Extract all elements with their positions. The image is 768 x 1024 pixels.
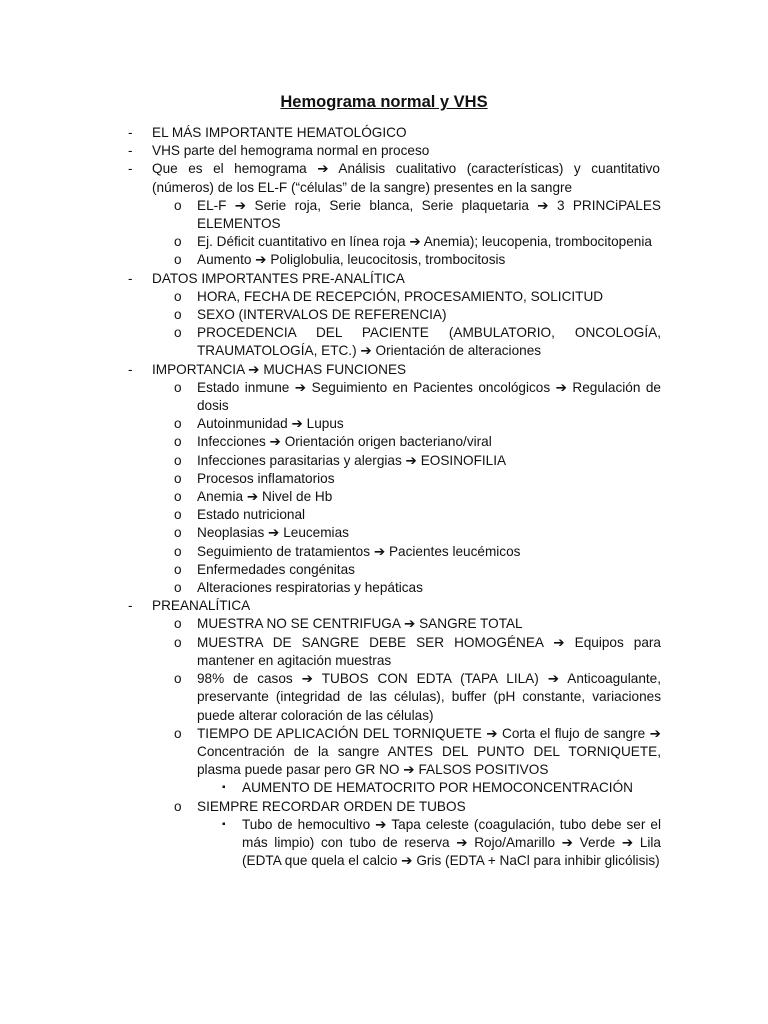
list-item-text: Ej. Déficit cuantitativo en línea roja ➔ Anemia); leucopenia, trombocitopenia: [197, 234, 652, 250]
bullet-marker: o: [174, 197, 182, 213]
list-item-level-1: [0, 597, 660, 615]
bullet-marker: o: [174, 634, 182, 650]
list-item-text: Autoinmunidad ➔ Lupus: [197, 416, 344, 432]
list-item-text: Neoplasias ➔ Leucemias: [197, 525, 349, 541]
list-item-text: Aumento ➔ Poliglobulia, leucocitosis, trombocitosis: [197, 252, 506, 268]
bullet-marker: ▪: [222, 782, 226, 794]
list-item-level-2: [0, 561, 661, 579]
bullet-marker: o: [174, 452, 182, 468]
list-item-text: TIEMPO DE APLICACIÓN DEL TORNIQUETE ➔ Corta el flujo de sangre ➔ Concentración de la sangre ANTES DEL PUNTO DEL TORNIQUETE, plasma puede pasar pero GR NO ➔ FALSOS POSITIVOS: [197, 725, 661, 778]
list-item-text: SIEMPRE RECORDAR ORDEN DE TUBOS: [197, 798, 466, 814]
list-item-text: DATOS IMPORTANTES PRE-ANALÍTICA: [152, 270, 405, 286]
list-item-text: Procesos inflamatorios: [197, 470, 335, 486]
bullet-marker: -: [128, 270, 133, 286]
list-item-level-2: [0, 415, 661, 433]
list-item-level-2: [0, 615, 661, 633]
list-item-level-2: [0, 452, 661, 470]
list-item-level-2: [0, 506, 661, 524]
bullet-marker: o: [174, 507, 182, 523]
list-item-level-2: [0, 233, 661, 251]
bullet-marker: o: [174, 725, 182, 741]
list-item-text: Infecciones ➔ Orientación origen bacteriano/viral: [197, 434, 492, 450]
bullet-marker: o: [174, 252, 182, 268]
list-item-level-2: [0, 379, 661, 415]
list-item-text: HORA, FECHA DE RECEPCIÓN, PROCESAMIENTO, SOLICITUD: [197, 288, 604, 304]
list-item-text: MUESTRA DE SANGRE DEBE SER HOMOGÉNEA ➔ Equipos para mantener en agitación muestras: [197, 634, 661, 668]
bullet-marker: o: [174, 580, 182, 596]
bullet-marker: -: [128, 143, 133, 159]
list-item-level-2: [0, 488, 661, 506]
list-item-text: PROCEDENCIA DEL PACIENTE (AMBULATORIO, ONCOLOGÍA, TRAUMATOLOGÍA, ETC.) ➔ Orientación de alteraciones: [197, 325, 661, 359]
bullet-marker: -: [128, 361, 133, 377]
list-item-level-2: [0, 288, 661, 306]
list-item-text: PREANALÍTICA: [152, 598, 251, 614]
list-item-text: IMPORTANCIA ➔ MUCHAS FUNCIONES: [152, 361, 407, 377]
list-item-level-3: [0, 779, 661, 797]
list-item-level-1: [0, 142, 660, 160]
list-item-text: AUMENTO DE HEMATOCRITO POR HEMOCONCENTRACIÓN: [242, 780, 633, 796]
list-item-level-2: [0, 433, 661, 451]
bullet-marker: o: [174, 798, 182, 814]
list-item-text: 98% de casos ➔ TUBOS CON EDTA (TAPA LILA) ➔ Anticoagulante, preservante (integridad de las células), buffer (pH constante, variaciones puede alterar coloración de las células): [197, 671, 661, 723]
list-item-text: Anemia ➔ Nivel de Hb: [197, 489, 333, 505]
bullet-marker: o: [174, 325, 182, 341]
bullet-marker: o: [174, 379, 182, 395]
bullet-marker: -: [128, 125, 133, 140]
list-item-text: EL-F ➔ Serie roja, Serie blanca, Serie plaquetaria ➔ 3 PRINCiPALES ELEMENTOS: [197, 197, 661, 232]
list-item-level-2: [0, 470, 661, 488]
bullet-marker: o: [174, 434, 182, 450]
list-item-level-2: [0, 524, 661, 542]
list-item-level-2: [0, 324, 661, 360]
bullet-marker: o: [174, 307, 182, 323]
bullet-marker: o: [174, 416, 182, 432]
list-item-level-2: [0, 251, 661, 269]
bullet-list: [0, 124, 768, 870]
list-item-text: Seguimiento de tratamientos ➔ Pacientes leucémicos: [197, 543, 521, 559]
list-item-text: Tubo de hemocultivo ➔ Tapa celeste (coagulación, tubo debe ser el más limpio) con tubo de reserva ➔ Rojo/Amarillo ➔ Verde ➔ Lila (EDTA que quela el calcio ➔ Gris (EDTA + NaCl para inhibir glicólisis): [242, 816, 661, 869]
list-item-level-1: [0, 160, 660, 196]
bullet-marker: o: [174, 489, 182, 505]
bullet-marker: ▪: [222, 818, 226, 830]
list-item-level-2: [0, 634, 661, 670]
list-item-level-2: [0, 306, 661, 324]
bullet-marker: o: [174, 616, 182, 632]
list-item-text: Enfermedades congénitas: [197, 561, 355, 577]
bullet-marker: o: [174, 561, 182, 577]
page-title: Hemograma normal y VHS: [280, 93, 488, 111]
bullet-marker: -: [128, 598, 133, 614]
bullet-marker: o: [174, 470, 182, 486]
list-item-text: Alteraciones respiratorias y hepáticas: [197, 580, 423, 596]
list-item-level-1: [0, 270, 660, 288]
list-item-text: SEXO (INTERVALOS DE REFERENCIA): [197, 307, 447, 323]
list-item-text: EL MÁS IMPORTANTE HEMATOLÓGICO: [152, 125, 407, 140]
bullet-marker: o: [174, 288, 182, 304]
bullet-marker: o: [174, 525, 182, 541]
list-item-level-1: [0, 361, 660, 379]
list-item-level-2: [0, 579, 661, 597]
list-item-text: MUESTRA NO SE CENTRIFUGA ➔ SANGRE TOTAL: [197, 616, 523, 632]
list-item-text: VHS parte del hemograma normal en proceso: [152, 143, 430, 159]
list-item-level-2: [0, 543, 661, 561]
list-item-level-1: [0, 124, 660, 142]
list-item-level-3: [0, 816, 661, 871]
list-item-level-2: [0, 725, 661, 780]
bullet-marker: -: [128, 161, 133, 177]
list-item-text: Estado nutricional: [197, 507, 306, 523]
list-item-text: Que es el hemograma ➔ Análisis cualitativo (características) y cuantitativo (números) de los EL-F (“células” de la sangre) presentes en la sangre: [152, 161, 660, 195]
list-item-text: Estado inmune ➔ Seguimiento en Pacientes oncológicos ➔ Regulación de dosis: [197, 379, 661, 414]
bullet-marker: o: [174, 543, 182, 559]
list-item-level-2: [0, 197, 661, 233]
list-item-level-2: [0, 798, 661, 816]
bullet-marker: o: [174, 671, 182, 687]
list-item-text: Infecciones parasitarias y alergias ➔ EOSINOFILIA: [197, 452, 507, 468]
bullet-marker: o: [174, 234, 182, 250]
list-item-level-2: [0, 670, 661, 725]
